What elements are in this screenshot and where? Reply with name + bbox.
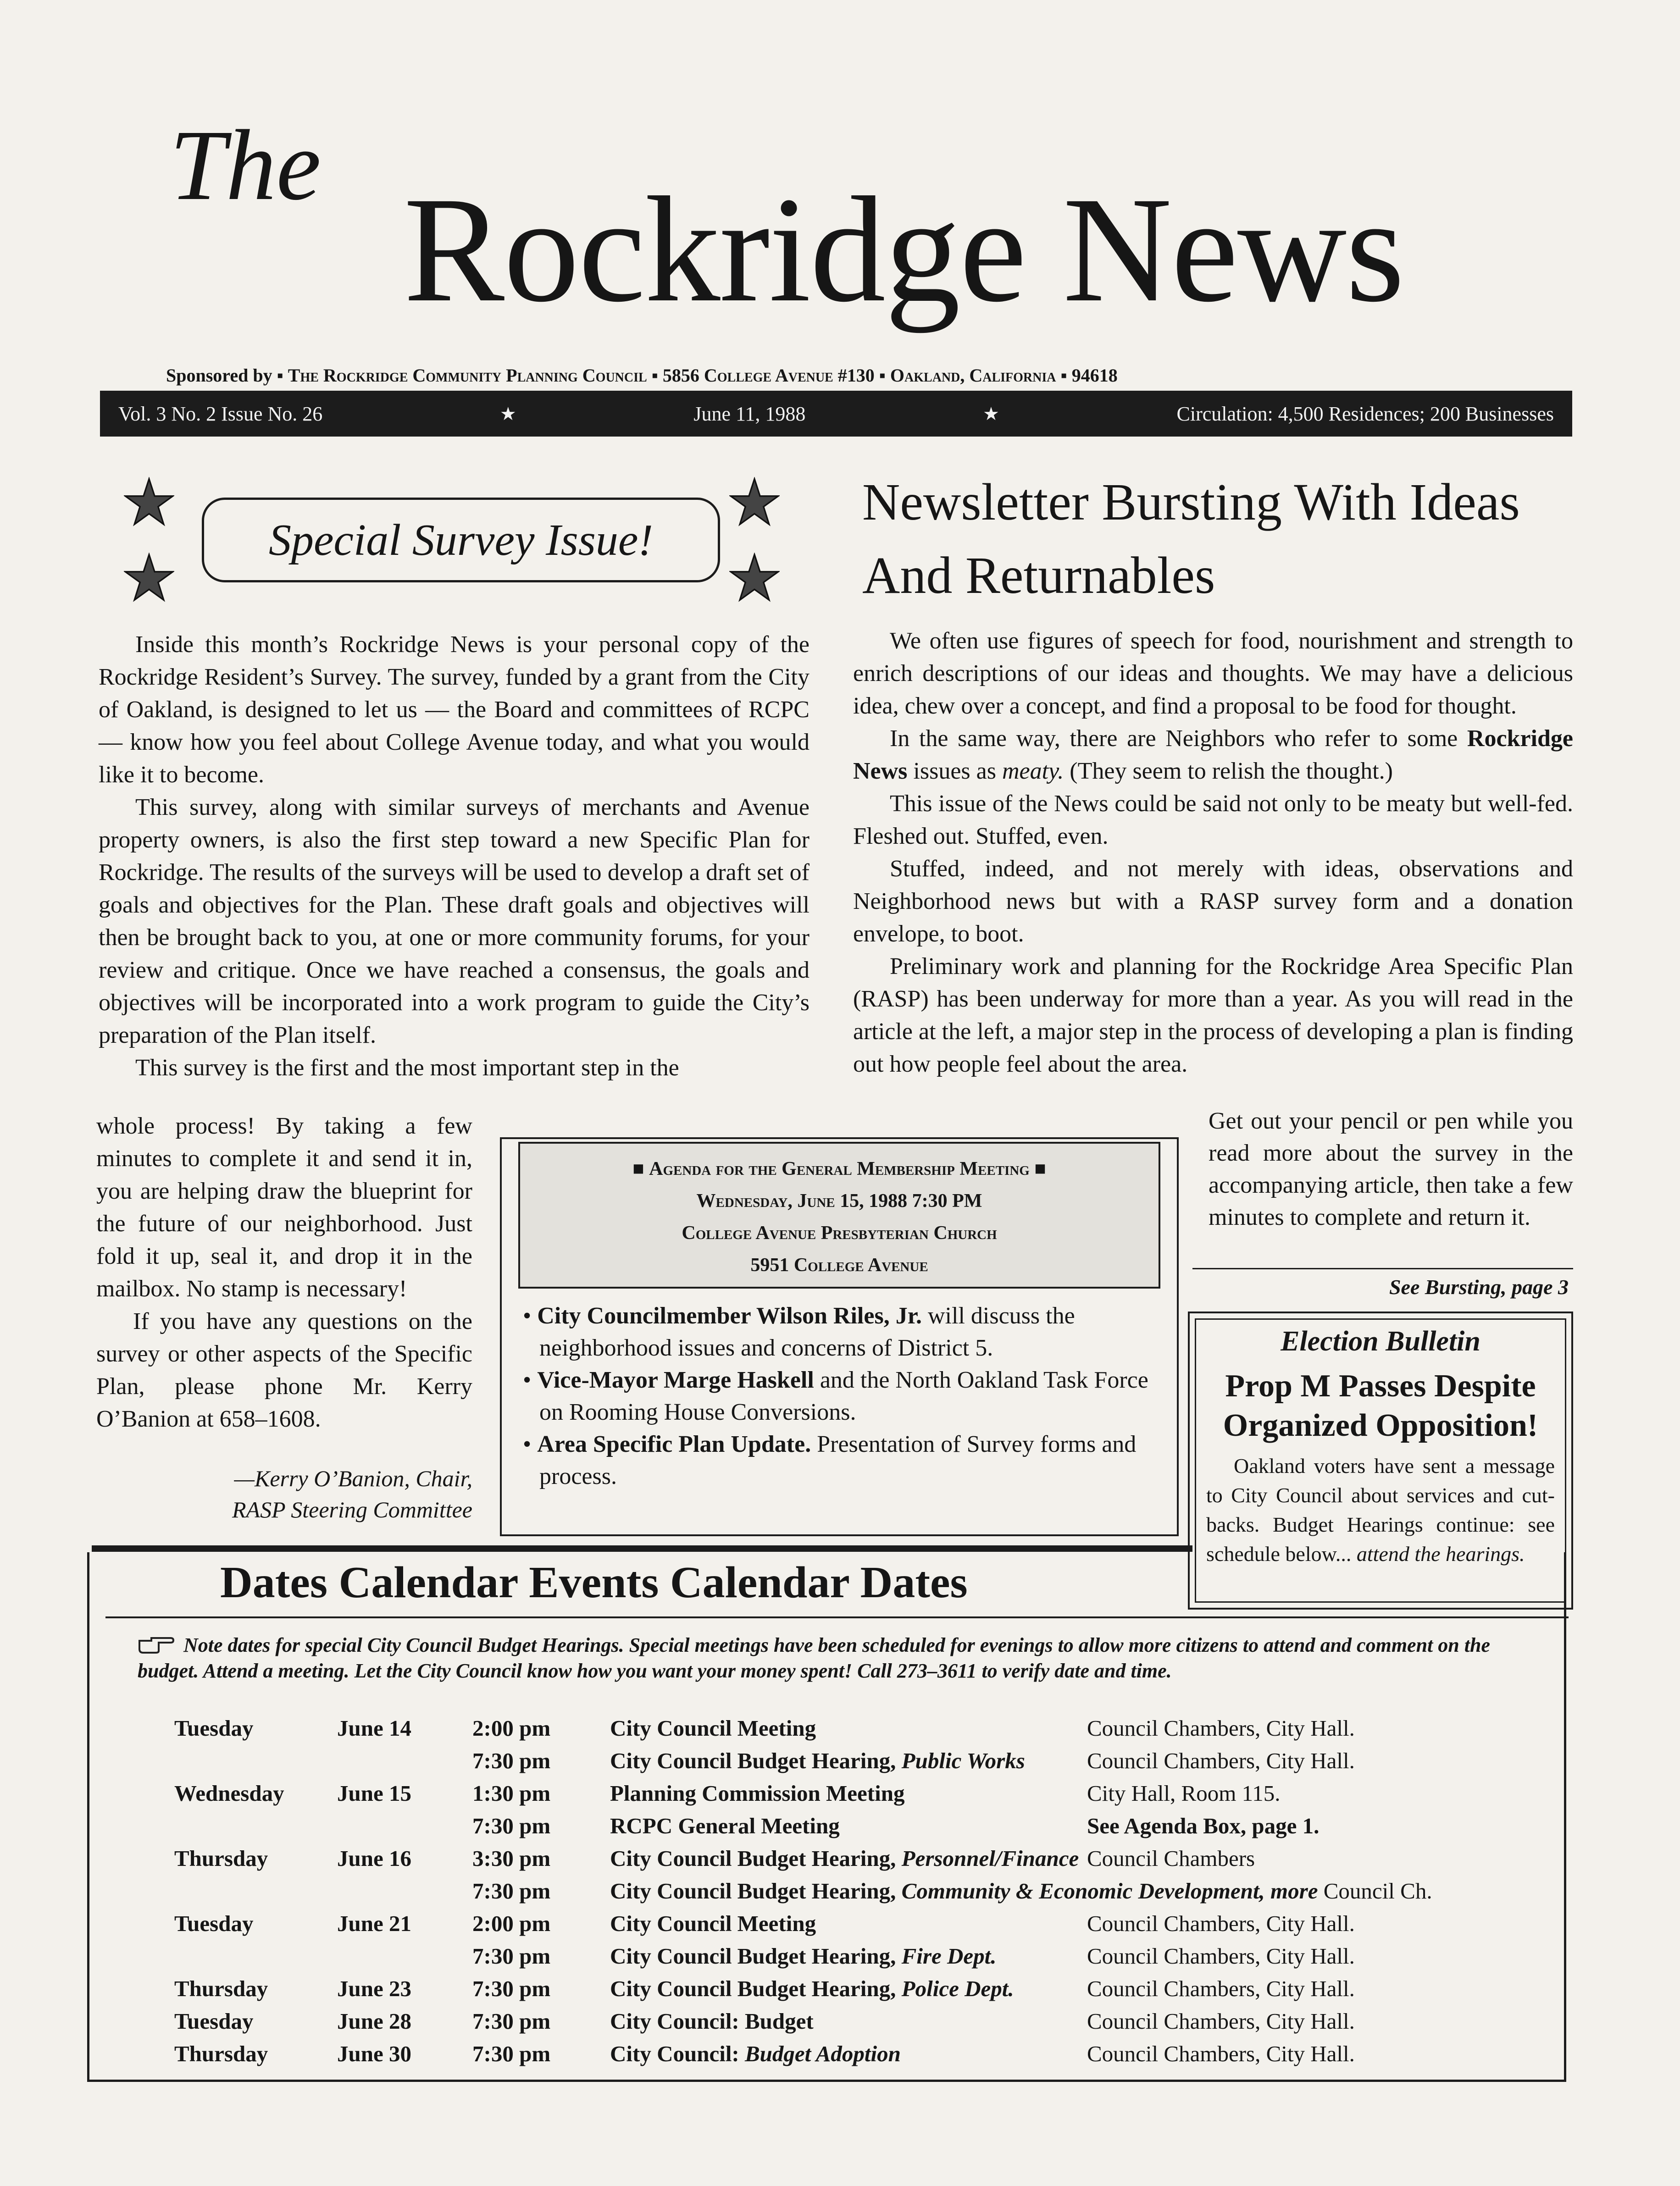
calendar-time: 7:30 pm [472,1748,551,1773]
calendar-row [174,1878,1432,1910]
calendar-day: Tuesday [174,1911,254,1936]
calendar-location: See Agenda Box, page 1. [1087,1813,1320,1838]
sponsor-separator: ▪ [651,365,658,386]
calendar-event: Planning Commission Meeting [610,1781,905,1806]
sponsor-separator: ▪ [879,365,886,386]
calendar-date [337,1878,472,1910]
calendar-event: City Council Budget Hearing, Public Works [610,1748,1025,1773]
calendar-date [337,1943,472,1976]
calendar-date: June 23 [337,1976,412,2001]
calendar-event: RCPC General Meeting [610,1813,840,1838]
calendar-location: Council Chambers, City Hall. [1087,1943,1355,1969]
calendar-date [337,1748,472,1780]
article-signoff [151,1463,472,1525]
bursting-article [853,625,1573,1080]
calendar-time: 2:00 pm [472,1716,551,1741]
sponsor-org: The Rockridge Community Planning Council [288,365,647,386]
issue-date: June 11, 1988 [693,402,806,425]
calendar-location: Council Chambers, City Hall. [1087,1748,1355,1773]
calendar-day [174,1748,337,1780]
article-paragraph: Preliminary work and planning for the Rockridge Area Specific Plan (RASP) has been underway for more than a year. As you will read in the article at the left, a major step in the process of developing a plan is finding out how people feel about the area. [853,953,1573,1077]
calendar-day [174,1878,337,1910]
bulletin-title: Election Bulletin [1281,1326,1480,1357]
calendar-event: City Council Budget Hearing, Fire Dept. [610,1943,997,1969]
agenda-venue: College Avenue Presbyterian Church [682,1223,997,1244]
article-paragraph: Stuffed, indeed, and not merely with ideas, observations and Neighborhood news but with a RASP survey form and a donation envelope, to boot. [853,856,1573,947]
star-icon: ★ [499,403,516,424]
issue-info-bar [100,391,1572,437]
calendar-day: Tuesday [174,2009,254,2034]
agenda-items [523,1300,1165,1493]
calendar-date: June 15 [337,1781,412,1806]
special-survey-banner [202,498,720,582]
issue-volume: Vol. 3 No. 2 Issue No. 26 [118,402,323,425]
article-paragraph: Get out your pencil or pen while you read more about the survey in the accompanying article, then take a few minutes to complete and return it. [1209,1108,1573,1230]
calendar-location: Council Chambers, City Hall. [1087,1976,1355,2001]
agenda-item: • Area Specific Plan Update. Presentation of Survey forms and process. [523,1431,1137,1489]
calendar-table [174,1715,1432,2073]
calendar-day: Thursday [174,1846,268,1871]
agenda-datetime: Wednesday, June 15, 1988 7:30 PM [696,1190,982,1212]
sponsor-prefix: Sponsored by [166,365,272,386]
article-paragraph: This survey, along with similar surveys of merchants and Avenue property owners, is also the first step toward a new Specific Plan for Rockridge. The results of the surveys will be used to develop a draft set of goals and objectives for the Plan. These draft goals and objectives will then be brought back to you, at one or more community forums, for your review and critique. Once we have reached a consensus, the goals and objectives will be incorporated into a work program to guide the City’s preparation of the Plan itself. [99,794,810,1048]
calendar-event: City Council Budget Hearing, Police Dept. [610,1976,1014,2001]
calendar-day: Wednesday [174,1781,284,1806]
calendar-row [174,1715,1432,1748]
sponsor-city: Oakland, California [890,365,1056,386]
square-bullet-icon: ■ [1029,1158,1046,1179]
survey-article-continued [96,1110,472,1435]
sponsor-zip: 94618 [1071,365,1118,386]
calendar-time: 7:30 pm [472,1813,551,1838]
calendar-date: June 16 [337,1846,412,1871]
calendar-event: City Council Meeting [610,1911,816,1936]
calendar-row [174,1910,1432,1943]
calendar-top-rule [92,1545,1192,1552]
article-paragraph: This survey is the first and the most important step in the [135,1055,679,1081]
survey-article [99,628,810,1084]
bulletin-body: Oakland voters have sent a message to City Council about services and cut-backs. Budget Hearings continue: see schedule below... attend the hearings. [1206,1454,1555,1566]
sponsor-address: 5856 College Avenue #130 [662,365,875,386]
calendar-location: Council Chambers, City Hall. [1087,1716,1355,1741]
calendar-row [174,1813,1432,1845]
divider [105,1616,1569,1618]
calendar-row [174,1976,1432,2008]
article-paragraph: Inside this month’s Rockridge News is your personal copy of the Rockridge Resident’s Survey. The survey, funded by a grant from the City of Oakland, is designed to let us — the Board and committees of RCPC — know how you feel about College Avenue today, and what you would like it to become. [99,631,810,788]
square-bullet-icon: ■ [632,1158,649,1179]
calendar-time: 1:30 pm [472,1781,551,1806]
star-icon [124,553,174,603]
agenda-address: 5951 College Avenue [750,1255,928,1276]
calendar-day [174,1943,337,1976]
calendar-event: City Council Meeting [610,1716,816,1741]
calendar-time: 7:30 pm [472,2041,551,2066]
calendar-title: Dates Calendar Events Calendar Dates [220,1558,968,1607]
calendar-day: Tuesday [174,1716,254,1741]
masthead-the: The [170,109,321,221]
calendar-location: Council Chambers, City Hall. [1087,1911,1355,1936]
sponsor-separator: ▪ [1060,365,1067,386]
divider [1192,1268,1573,1269]
sponsor-separator: ▪ [277,365,283,386]
signoff-name: —Kerry O’Banion, Chair, [234,1466,472,1491]
calendar-event: City Council Budget Hearing, Community & Economic Development, more Council Ch. [610,1878,1432,1904]
calendar-location: City Hall, Room 115. [1087,1781,1281,1806]
calendar-row [174,1943,1432,1976]
star-icon [729,477,780,527]
calendar-row [174,1748,1432,1780]
calendar-time: 2:00 pm [472,1911,551,1936]
agenda-header [518,1142,1160,1289]
article-paragraph: If you have any questions on the survey or other aspects of the Specific Plan, please phone Mr. Kerry O’Banion at 658–1608. [96,1308,472,1432]
calendar-row [174,1845,1432,1878]
signoff-title: RASP Steering Committee [232,1497,472,1522]
masthead-title: Rockridge News [404,166,1404,333]
survey-banner-label: Special Survey Issue! [268,515,654,565]
issue-circulation: Circulation: 4,500 Residences; 200 Businesses [1176,402,1554,425]
article-paragraph: In the same way, there are Neighbors who refer to some Rockridge News issues as meaty. (They seem to relish the thought.) [853,725,1573,784]
agenda-title: ■ Agenda for the General Membership Meeting ■ [632,1158,1046,1179]
agenda-item: • Vice-Mayor Marge Haskell and the North Oakland Task Force on Rooming House Conversions. [523,1367,1148,1425]
bulletin-headline: Prop M Passes Despite Organized Opposition! [1223,1368,1538,1443]
calendar-location: Council Ch. [1318,1878,1432,1904]
article-paragraph: whole process! By taking a few minutes to complete it and send it in, you are helping draw the blueprint for the future of our neighborhood. Just fold it up, seal it, and drop it in the mailbox. No stamp is necessary! [96,1113,472,1302]
calendar-day: Thursday [174,2041,268,2066]
calendar-event: City Council: Budget Adoption [610,2041,901,2066]
star-icon [729,553,780,603]
article-paragraph: This issue of the News could be said not only to be meaty but well-fed. Fleshed out. Stuffed, even. [853,791,1573,849]
calendar-time: 7:30 pm [472,1976,551,2001]
article-headline: Newsletter Bursting With Ideas And Returnables [862,473,1520,604]
calendar-date [337,1813,472,1845]
calendar-note: Note dates for special City Council Budget Hearings. Special meetings have been scheduled for evenings to allow more citizens to attend and comment on the budget. Attend a meeting. Let the City Council know how you want your money spent! Call 273–3611 to verify date and time. [138,1634,1490,1682]
calendar-date: June 28 [337,2009,412,2034]
calendar-time: 3:30 pm [472,1846,551,1871]
calendar-time: 7:30 pm [472,1878,551,1904]
article-paragraph: We often use figures of speech for food, nourishment and strength to enrich descriptions of our ideas and thoughts. We may have a delicious idea, chew over a concept, and find a proposal to be food for thought. [853,628,1573,719]
calendar-row [174,2041,1432,2073]
calendar-event: City Council Budget Hearing, Personnel/Finance [610,1846,1079,1871]
calendar-date: June 14 [337,1716,412,1741]
calendar-location: Council Chambers, City Hall. [1087,2041,1355,2066]
star-icon [124,477,174,527]
continued-link[interactable]: See Bursting, page 3 [1389,1275,1569,1299]
calendar-location: Council Chambers, City Hall. [1087,2009,1355,2034]
calendar-row [174,1780,1432,1813]
agenda-item: • City Councilmember Wilson Riles, Jr. will discuss the neighborhood issues and concerns of District 5. [523,1303,1075,1361]
calendar-location: Council Chambers [1087,1846,1255,1871]
calendar-day [174,1813,337,1845]
calendar-day: Thursday [174,1976,268,2001]
calendar-time: 7:30 pm [472,2009,551,2034]
sponsor-line [166,365,1118,386]
calendar-time: 7:30 pm [472,1943,551,1969]
calendar-event: City Council: Budget [610,2009,814,2034]
calendar-date: June 21 [337,1911,412,1936]
calendar-row [174,2008,1432,2041]
star-icon: ★ [983,403,999,424]
calendar-date: June 30 [337,2041,412,2066]
